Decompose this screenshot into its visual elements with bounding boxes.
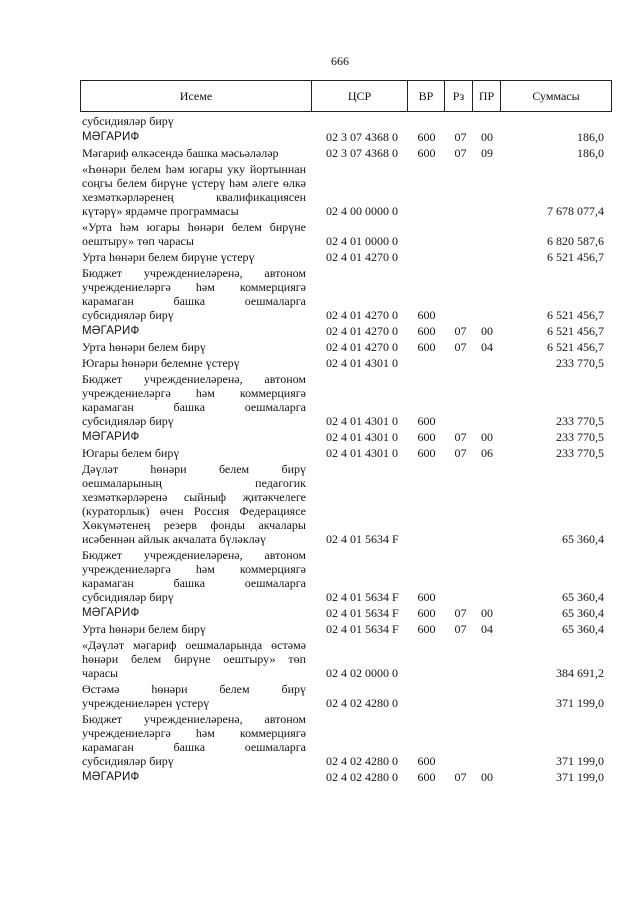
row-sum: 65 360,4: [562, 622, 604, 636]
row-name-line: Урта һөнәри белем бирү: [82, 340, 206, 354]
row-pr: 06: [481, 446, 493, 460]
row-name-line: хезмәткәрләренә сыйныф җитәкчелеге: [82, 490, 306, 504]
table-body: [82, 114, 604, 784]
row-vr: 600: [417, 130, 436, 144]
row-name-line: Урта һөнәри белем бирү: [82, 622, 206, 636]
row-name-line: «Урта һәм югары һөнәри белем бирүне: [82, 220, 306, 234]
row-vr: 600: [417, 414, 436, 428]
row-name-line: МӘГАРИФ: [82, 131, 140, 143]
row-sum: 6 521 456,7: [547, 324, 604, 338]
row-csr: 02 4 00 0000 0: [326, 204, 398, 218]
row-sum: 371 199,0: [556, 754, 604, 768]
table-row: [82, 354, 604, 370]
header-rz: Рз: [445, 81, 473, 111]
row-csr: 02 4 01 4301 0: [326, 356, 398, 370]
table-row: [82, 128, 604, 144]
row-name: [82, 638, 306, 680]
row-name-line: Бюджет учреждениеләренә, автоном: [82, 266, 306, 280]
row-sum: 65 360,4: [562, 606, 604, 620]
row-vr: 600: [417, 308, 436, 322]
row-sum: 6 521 456,7: [547, 340, 604, 354]
row-name-line: Мәгариф өлкәсендә башка мәсьәләләр: [82, 146, 279, 160]
row-rz: 07: [454, 622, 467, 636]
row-name-line: учреждениеләргә һәм коммерциягә: [82, 386, 306, 400]
row-name-line: Бюджет учреждениеләренә, автоном: [82, 548, 306, 562]
row-vr: 600: [417, 446, 436, 460]
table-row: [82, 114, 604, 128]
table-row: [82, 636, 604, 680]
row-name-line: учреждениеләрен үстерү: [82, 696, 210, 710]
row-name: [82, 548, 306, 604]
row-name-line: МӘГАРИФ: [82, 607, 140, 619]
row-name-line: чарасы: [82, 666, 119, 680]
row-name: [82, 446, 306, 460]
row-name-line: Бюджет учреждениеләренә, автоном: [82, 712, 306, 726]
row-rz: 07: [454, 146, 467, 160]
row-sum: 384 691,2: [556, 666, 604, 680]
row-name: [82, 372, 306, 428]
row-name-line: «Һөнәри белем һәм югары уку йортыннан: [82, 162, 306, 176]
table-row: [82, 218, 604, 248]
row-name-line: соңгы белем бирүне үстерү һәм әлеге өлкә: [82, 176, 306, 190]
row-name-line: Өстәмә һөнәри белем бирү: [82, 682, 306, 696]
row-sum: 371 199,0: [556, 696, 604, 710]
header-sum: Суммасы: [532, 88, 580, 103]
row-name: [82, 130, 306, 144]
row-csr: 02 4 01 4270 0: [326, 340, 398, 354]
table-row: [82, 768, 604, 784]
row-name-line: учреждениеләргә һәм коммерциягә: [82, 562, 306, 576]
table-row: [82, 370, 604, 428]
row-name-line: карамаган башка оешмаларга: [82, 576, 306, 590]
row-name-line: Хөкүмәтенең резерв фонды акчалары: [82, 518, 306, 532]
row-pr: 00: [481, 770, 493, 784]
row-rz: 07: [454, 770, 467, 784]
row-name-line: МӘГАРИФ: [82, 771, 140, 783]
row-rz: 07: [454, 430, 467, 444]
table-row: [82, 604, 604, 620]
row-name-line: «Дәүләт мәгариф оешмаларында өстәмә: [82, 638, 306, 652]
row-rz: 07: [454, 446, 467, 460]
row-pr: 09: [481, 146, 493, 160]
row-name-line: учреждениеләргә һәм коммерциягә: [82, 726, 306, 740]
row-pr: 00: [481, 606, 493, 620]
row-rz: 07: [454, 130, 467, 144]
row-pr: 04: [481, 622, 493, 636]
table-row: [82, 710, 604, 768]
row-rz: 07: [454, 606, 467, 620]
row-sum: 6 820 587,6: [547, 234, 604, 248]
row-vr: 600: [417, 146, 436, 160]
row-name-line: учреждениеләргә һәм коммерциягә: [82, 280, 306, 294]
table-row: [82, 546, 604, 604]
row-csr: 02 4 01 4301 0: [326, 414, 398, 428]
row-sum: 6 521 456,7: [547, 308, 604, 322]
row-name: [82, 146, 306, 160]
row-rz: 07: [454, 324, 467, 338]
row-rz: 07: [454, 340, 467, 354]
header-vr: ВР: [408, 81, 445, 111]
row-vr: 600: [417, 590, 436, 604]
table-row: [82, 338, 604, 354]
row-name-line: күтәрү» ярдәмче программасы: [82, 204, 239, 218]
row-name-line: Югары һөнәри белемне үстерү: [82, 356, 240, 370]
row-pr: 00: [481, 130, 493, 144]
row-name-line: субсидияләр бирү: [82, 414, 174, 428]
row-name-line: субсидияләр бирү: [82, 308, 174, 322]
table-row: [82, 680, 604, 710]
row-pr: 00: [481, 324, 493, 338]
row-name: [82, 356, 306, 370]
row-csr: 02 4 02 4280 0: [326, 754, 398, 768]
row-name-line: хезмәткәрләренең квалификациясен: [82, 190, 306, 204]
row-name: [82, 266, 306, 322]
row-name: [82, 712, 306, 768]
row-vr: 600: [417, 324, 436, 338]
row-vr: 600: [417, 430, 436, 444]
header-name: Исеме: [81, 81, 312, 111]
row-csr: 02 3 07 4368 0: [326, 146, 398, 160]
row-name: [82, 462, 306, 546]
row-name: [82, 162, 306, 218]
row-csr: 02 4 01 4301 0: [326, 446, 398, 460]
row-pr: 00: [481, 430, 493, 444]
header-pr: ПР: [473, 81, 501, 111]
table-header: [80, 80, 612, 112]
row-name-line: Урта һөнәри белем бирүне үстерү: [82, 250, 255, 264]
row-csr: 02 3 07 4368 0: [326, 130, 398, 144]
row-csr: 02 4 01 5634 F: [326, 606, 399, 620]
row-name-line: исәбеннән айлык акчалата бүләкләү: [82, 532, 267, 546]
row-name: [82, 220, 306, 248]
row-name: [82, 324, 306, 338]
row-name-line: Дәүләт һөнәри белем бирү: [82, 462, 306, 476]
row-name: [82, 340, 306, 354]
row-vr: 600: [417, 770, 436, 784]
row-sum: 6 521 456,7: [547, 250, 604, 264]
row-name-line: оештыру» төп чарасы: [82, 234, 194, 248]
row-csr: 02 4 01 5634 F: [326, 532, 399, 546]
row-name-line: карамаган башка оешмаларга: [82, 740, 306, 754]
page-number: 666: [331, 54, 349, 68]
row-vr: 600: [417, 622, 436, 636]
row-name: [82, 114, 306, 128]
row-name: [82, 606, 306, 620]
row-vr: 600: [417, 340, 436, 354]
row-sum: 65 360,4: [562, 590, 604, 604]
table-row: [82, 460, 604, 546]
row-vr: 600: [417, 754, 436, 768]
row-name-line: һөнәри белем бирүне оештыру» төп: [82, 652, 306, 666]
row-sum: 233 770,5: [556, 414, 604, 428]
row-vr: 600: [417, 606, 436, 620]
row-name-line: оешмаларының педагогик: [82, 476, 306, 490]
row-name-line: Бюджет учреждениеләренә, автоном: [82, 372, 306, 386]
row-name-line: субсидияләр бирү: [82, 754, 174, 768]
row-sum: 65 360,4: [562, 532, 604, 546]
row-sum: 186,0: [577, 146, 604, 160]
row-csr: 02 4 01 4270 0: [326, 308, 398, 322]
row-sum: 186,0: [577, 130, 604, 144]
row-csr: 02 4 02 4280 0: [326, 696, 398, 710]
table-row: [82, 444, 604, 460]
row-name-line: (кураторлык) өчен Россия Федерациясе: [82, 504, 306, 518]
row-csr: 02 4 01 5634 F: [326, 622, 399, 636]
row-name: [82, 250, 306, 264]
row-csr: 02 4 01 4301 0: [326, 430, 398, 444]
row-name: [82, 430, 306, 444]
table-row: [82, 322, 604, 338]
row-csr: 02 4 01 4270 0: [326, 250, 398, 264]
row-name-line: МӘГАРИФ: [82, 431, 140, 443]
row-name: [82, 622, 306, 636]
row-csr: 02 4 01 4270 0: [326, 324, 398, 338]
row-csr: 02 4 01 5634 F: [326, 590, 399, 604]
row-csr: 02 4 01 0000 0: [326, 234, 398, 248]
row-sum: 233 770,5: [556, 430, 604, 444]
row-name-line: субсидияләр бирү: [82, 114, 174, 128]
row-sum: 371 199,0: [556, 770, 604, 784]
row-sum: 7 678 077,4: [547, 204, 604, 218]
table-row: [82, 620, 604, 636]
table-row: [82, 428, 604, 444]
row-name-line: Югары белем бирү: [82, 446, 180, 460]
table-row: [82, 248, 604, 264]
row-name: [82, 682, 306, 710]
row-name-line: карамаган башка оешмаларга: [82, 294, 306, 308]
row-pr: 04: [481, 340, 493, 354]
row-name: [82, 770, 306, 784]
table-row: [82, 264, 604, 322]
table-row: [82, 144, 604, 160]
row-csr: 02 4 02 0000 0: [326, 666, 398, 680]
header-csr: ЦСР: [312, 81, 408, 111]
row-sum: 233 770,5: [556, 446, 604, 460]
row-csr: 02 4 02 4280 0: [326, 770, 398, 784]
row-name-line: МӘГАРИФ: [82, 325, 140, 337]
row-name-line: карамаган башка оешмаларга: [82, 400, 306, 414]
table-row: [82, 160, 604, 218]
row-name-line: субсидияләр бирү: [82, 590, 174, 604]
row-sum: 233 770,5: [556, 356, 604, 370]
